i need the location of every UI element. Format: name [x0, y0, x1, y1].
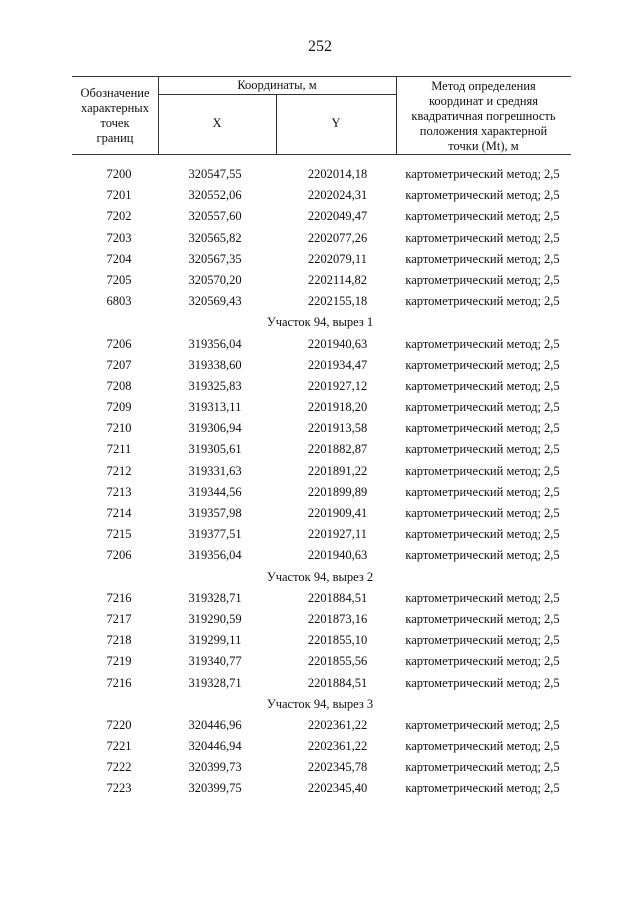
coord-x: 319338,60 [188, 357, 242, 372]
point-id: 7218 [106, 633, 132, 648]
method: картометрический метод; 2,5 [405, 294, 560, 309]
coord-x: 319356,04 [188, 336, 242, 351]
method: картометрический метод; 2,5 [405, 633, 560, 648]
table-row [0, 503, 640, 524]
point-id: 7222 [106, 760, 132, 775]
coord-x: 320552,06 [188, 188, 242, 203]
method: картометрический метод; 2,5 [405, 167, 560, 181]
method: картометрический метод; 2,5 [405, 717, 560, 732]
point-id: 7220 [106, 717, 132, 732]
point-id: 7205 [106, 272, 132, 287]
coord-x: 319305,61 [188, 442, 242, 457]
coord-y: 2201884,51 [307, 590, 368, 605]
coord-x: 320399,73 [188, 760, 242, 775]
coord-x: 319356,04 [188, 548, 242, 563]
header-coordinates: Координаты, м [237, 78, 317, 92]
coord-x: 319340,77 [188, 654, 242, 669]
table-row [0, 228, 640, 249]
coord-y: 2201855,10 [307, 633, 368, 648]
point-id: 7213 [106, 484, 132, 499]
coord-x: 320547,55 [188, 167, 242, 181]
table-row [0, 418, 640, 439]
coord-x: 319331,63 [188, 463, 242, 478]
table-row [0, 164, 640, 185]
point-id: 7212 [106, 463, 132, 478]
section-heading: Участок 94, вырез 3 [266, 696, 374, 711]
point-id: 7202 [106, 209, 132, 224]
coord-y: 2202024,31 [307, 188, 368, 203]
page-number: 252 [308, 38, 332, 55]
table-row [0, 376, 640, 397]
point-id: 7216 [106, 675, 132, 690]
coord-y: 2201873,16 [307, 611, 368, 626]
coord-x: 319306,94 [188, 421, 242, 436]
point-id: 7215 [106, 527, 132, 542]
header-bottom-border [72, 154, 571, 155]
method: картометрический метод; 2,5 [405, 527, 560, 542]
coord-y: 2202361,22 [307, 739, 368, 754]
coord-x: 320570,20 [188, 272, 242, 287]
point-id: 7217 [106, 611, 132, 626]
point-id: 7216 [106, 590, 132, 605]
method: картометрический метод; 2,5 [405, 590, 560, 605]
method: картометрический метод; 2,5 [405, 654, 560, 669]
table-row [0, 757, 640, 778]
coord-x: 320569,43 [188, 294, 242, 309]
coord-y: 2202345,40 [307, 781, 368, 796]
point-id: 7211 [106, 442, 132, 457]
method: картометрический метод; 2,5 [405, 378, 560, 393]
header-method: Метод определения координат и средняя квадратичная погрешность положения характерной точки (Mt), м [411, 79, 556, 153]
table-row [0, 482, 640, 503]
point-id: 7206 [106, 548, 132, 563]
table-row [0, 630, 640, 651]
coord-x: 319299,11 [188, 633, 242, 648]
method: картометрический метод; 2,5 [405, 484, 560, 499]
coordinates-table-body [0, 164, 640, 800]
method: картометрический метод; 2,5 [405, 230, 560, 245]
method: картометрический метод; 2,5 [405, 336, 560, 351]
method: картометрический метод; 2,5 [405, 357, 560, 372]
coord-x: 319344,56 [188, 484, 242, 499]
coord-x: 320399,75 [188, 781, 242, 796]
method: картометрический метод; 2,5 [405, 272, 560, 287]
point-id: 7214 [106, 506, 132, 520]
method: картометрический метод; 2,5 [405, 548, 560, 563]
coord-y: 2202079,11 [308, 251, 367, 266]
method: картометрический метод; 2,5 [405, 611, 560, 626]
method: картометрический метод; 2,5 [405, 251, 560, 266]
coord-y: 2201913,58 [307, 421, 368, 436]
table-row [0, 185, 640, 206]
section-heading: Участок 94, вырез 1 [266, 315, 374, 330]
table-row [0, 609, 640, 630]
table-row [0, 397, 640, 418]
coord-y: 2202049,47 [307, 209, 368, 224]
coord-y: 2202077,26 [307, 230, 368, 245]
point-id: 7203 [106, 230, 132, 245]
point-id: 7207 [106, 357, 132, 372]
section-heading-row [0, 694, 640, 715]
table-row [0, 355, 640, 376]
point-id: 7208 [106, 378, 132, 393]
coord-y: 2202155,18 [307, 294, 368, 309]
point-id: 7210 [106, 421, 132, 436]
coord-y: 2201884,51 [307, 675, 368, 690]
table-row [0, 778, 640, 799]
coord-y: 2201899,89 [307, 484, 368, 499]
coord-y: 2202345,78 [307, 760, 368, 775]
table-row [0, 291, 640, 312]
coord-y: 2201882,87 [307, 442, 368, 457]
coord-x: 320565,82 [188, 230, 242, 245]
section-heading: Участок 94, вырез 2 [266, 569, 374, 584]
coord-y: 2201909,41 [307, 506, 368, 520]
point-id: 7223 [106, 781, 132, 796]
table-row [0, 270, 640, 291]
table-row [0, 736, 640, 757]
coord-y: 2202014,18 [307, 167, 368, 181]
table-top-border [72, 76, 571, 77]
coord-y: 2201891,22 [307, 463, 368, 478]
table-row [0, 439, 640, 460]
table-row [0, 651, 640, 672]
method: картометрический метод; 2,5 [405, 463, 560, 478]
table-row [0, 588, 640, 609]
coord-y: 2201918,20 [307, 400, 368, 415]
coord-y: 2201855,56 [307, 654, 368, 669]
coord-x: 319357,98 [188, 506, 242, 520]
table-row [0, 715, 640, 736]
header-y: Y [331, 116, 341, 130]
table-row [0, 524, 640, 545]
method: картометрический метод; 2,5 [405, 506, 560, 520]
method: картометрический метод; 2,5 [405, 421, 560, 436]
coordinates-divider [158, 94, 396, 95]
coord-x: 319377,51 [188, 527, 242, 542]
coord-x: 319290,59 [188, 611, 242, 626]
point-id: 7221 [106, 739, 132, 754]
method: картометрический метод; 2,5 [405, 739, 560, 754]
table-row [0, 545, 640, 566]
point-id: 7206 [106, 336, 132, 351]
header-x: X [212, 116, 222, 130]
method: картометрический метод; 2,5 [405, 781, 560, 796]
table-row [0, 461, 640, 482]
point-id: 7200 [106, 167, 132, 181]
coord-x: 319328,71 [188, 675, 242, 690]
method: картометрический метод; 2,5 [405, 209, 560, 224]
coord-y: 2201927,11 [308, 527, 367, 542]
coord-y: 2201927,12 [307, 378, 368, 393]
coord-x: 320446,94 [188, 739, 242, 754]
point-id: 7201 [106, 188, 132, 203]
section-heading-row [0, 567, 640, 588]
method: картометрический метод; 2,5 [405, 442, 560, 457]
header-designation: Обозначение характерных точек границ [80, 86, 150, 145]
coord-y: 2202114,82 [308, 272, 367, 287]
point-id: 6803 [106, 294, 132, 309]
coord-x: 320557,60 [188, 209, 242, 224]
table-row [0, 206, 640, 227]
point-id: 7209 [106, 400, 132, 415]
coord-x: 319325,83 [188, 378, 242, 393]
coord-y: 2201940,63 [307, 336, 368, 351]
table-row [0, 249, 640, 270]
coord-y: 2201934,47 [307, 357, 368, 372]
coord-y: 2201940,63 [307, 548, 368, 563]
point-id: 7204 [106, 251, 132, 266]
coord-x: 319313,11 [188, 400, 242, 415]
method: картометрический метод; 2,5 [405, 760, 560, 775]
coord-x: 319328,71 [188, 590, 242, 605]
method: картометрический метод; 2,5 [405, 675, 560, 690]
method: картометрический метод; 2,5 [405, 188, 560, 203]
table-row [0, 673, 640, 694]
coord-x: 320567,35 [188, 251, 242, 266]
table-row [0, 334, 640, 355]
section-heading-row [0, 312, 640, 333]
point-id: 7219 [106, 654, 132, 669]
coord-y: 2202361,22 [307, 717, 368, 732]
method: картометрический метод; 2,5 [405, 400, 560, 415]
coord-x: 320446,96 [188, 717, 242, 732]
